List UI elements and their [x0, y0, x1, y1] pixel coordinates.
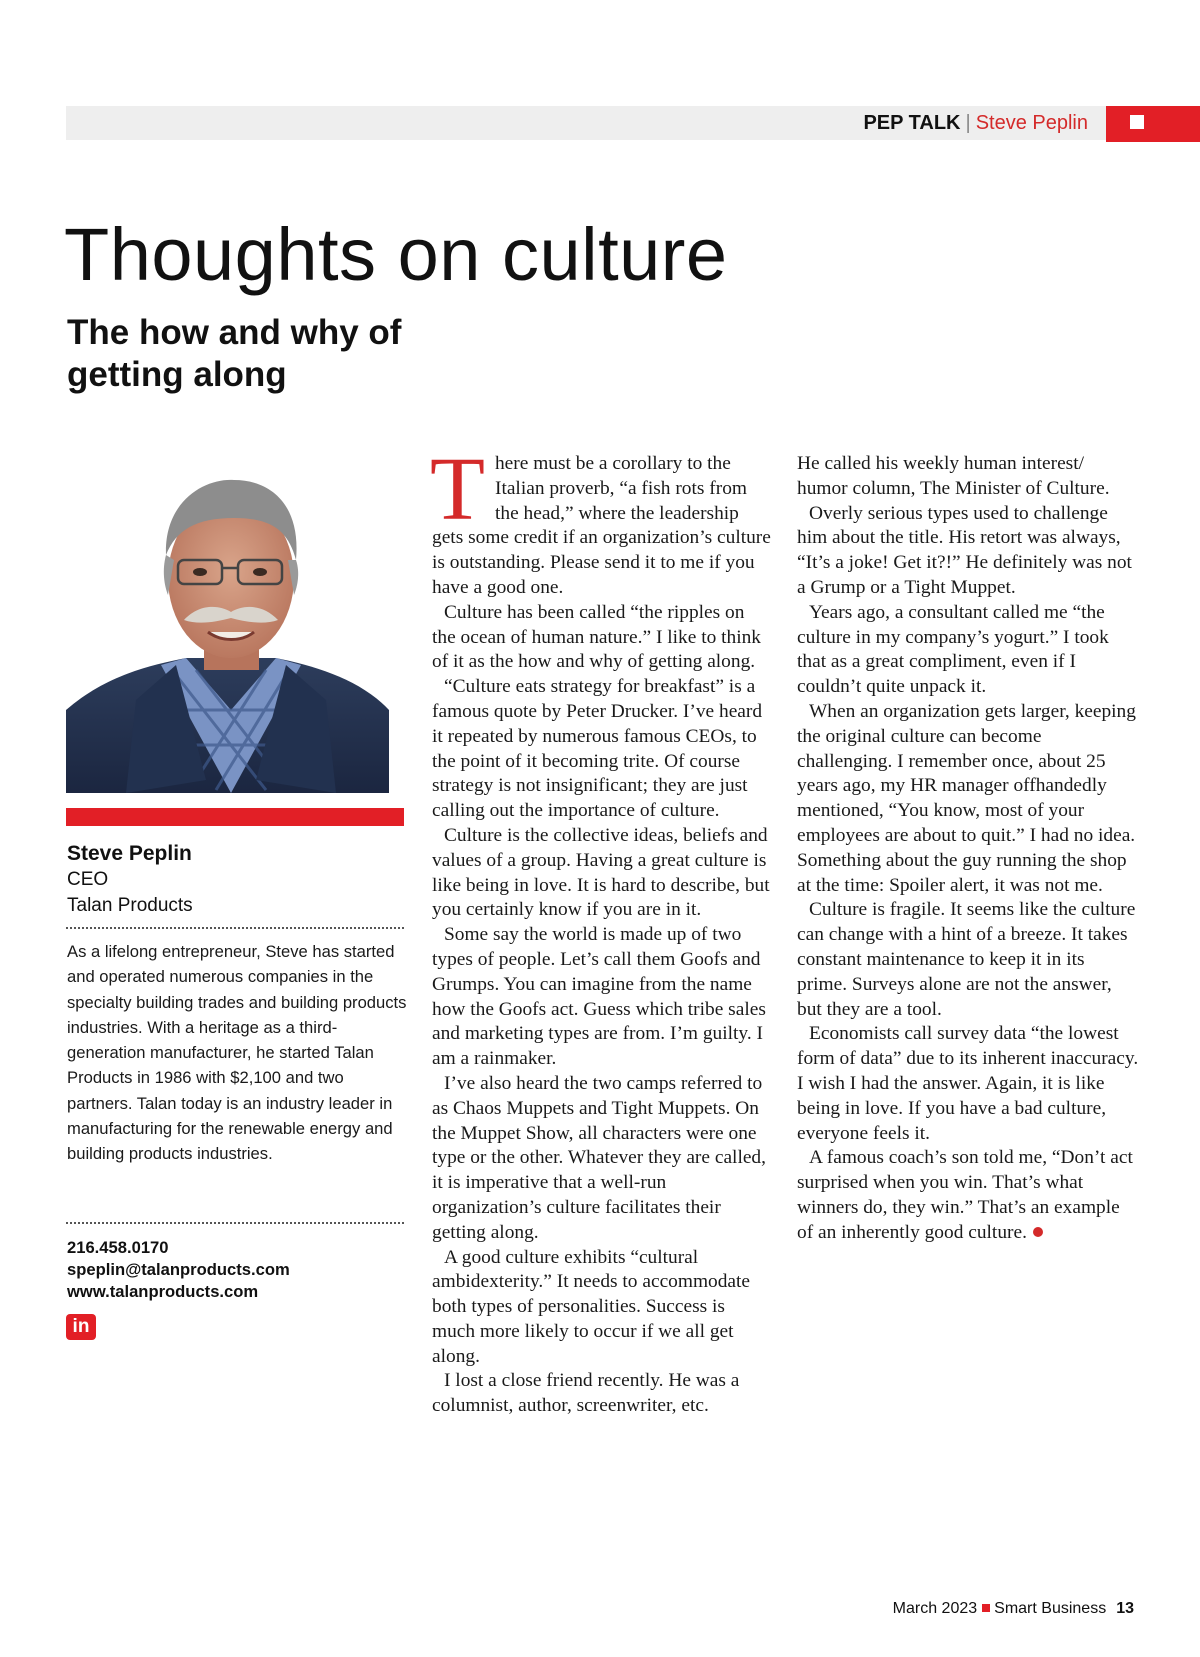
paragraph: He called his weekly human interest/ humor column, The Minister of Culture. [797, 453, 1110, 499]
article-column-1 [430, 440, 772, 1419]
paragraph-final-text: A famous coach’s son told me, “Don’t act surprised when you win. That’s what winners do, they win.” That’s an example of an inherently good culture. [797, 1147, 1133, 1243]
article-title: Thoughts on culture [64, 213, 728, 296]
bio-description: As a lifelong entrepreneur, Steve has started and operated numerous companies in the specialty building trades and building products industries. With a heritage as a third-generation manufacturer, he started Talan Products in 1986 with $2,100 and two partners. Talan today is an industry leader in manufacturing for the renewable energy and building products industries. [67, 942, 407, 1164]
bio-divider-top [66, 927, 404, 929]
bio-company: Talan Products [67, 895, 193, 916]
header-separator: | [965, 112, 971, 134]
paragraph: Some say the world is made up of two types of people. Let’s call them Goofs and Grumps. You can imagine from the name how the Goofs act. Guess which tribe sales and marketing types are from. I’m guilty. I am a rainmaker. [432, 924, 766, 1070]
paragraph: Culture has been called “the ripples on the ocean of human nature.” I like to think of it as the how and why of getting along. [432, 601, 761, 673]
bio-name: Steve Peplin [67, 842, 192, 865]
bio-divider-bottom [66, 1222, 404, 1224]
paragraph: Culture is fragile. It seems like the culture can change with a hint of a breeze. It takes constant maintenance to keep it in its prime. Surveys alone are not the answer, but they are a tool. [797, 899, 1136, 1020]
page-footer [893, 1600, 1134, 1618]
bio-role: CEO [67, 869, 109, 890]
bio-email[interactable]: speplin@talanproducts.com [67, 1260, 290, 1279]
article-column-2 [797, 452, 1139, 1246]
paragraph: I lost a close friend recently. He was a columnist, author, screenwriter, etc. [432, 1370, 740, 1417]
footer-square-icon [982, 1604, 990, 1612]
paragraph: Culture is the collective ideas, beliefs and values of a group. Having a great culture is like being in love. It is hard to describe, but you certainly know if you are in it. [432, 824, 770, 921]
article-subtitle: The how and why of getting along [67, 313, 402, 394]
paragraph: “Culture eats strategy for breakfast” is a famous quote by Peter Drucker. I’ve heard it repeated by numerous famous CEOs, to the point of it becoming trite. Of course strategy is not insignificant; they are just calling out the importance of culture. [432, 676, 763, 822]
page-number: 13 [1116, 1600, 1134, 1617]
header-author: Steve Peplin [975, 112, 1088, 134]
paragraph: here must be a corollary to the Italian proverb, “a fish rots from the head,” where the leadership gets some credit if an organization’s culture is outstanding. Please send it to me if you have a good one. [432, 453, 771, 598]
footer-publication: Smart Business [994, 1600, 1107, 1617]
bio-phone: 216.458.0170 [67, 1238, 169, 1257]
drop-cap: T [430, 440, 485, 539]
paragraph: Years ago, a consultant called me “the culture in my company’s yogurt.” I took that as a great compliment, even if I couldn’t quite unpack it. [797, 601, 1109, 698]
header-accent-block [1106, 106, 1200, 142]
bio-website[interactable]: www.talanproducts.com [67, 1282, 259, 1301]
paragraph: Overly serious types used to challenge him about the title. His retort was always, “It’s a joke! Get it?!” He definitely was not a Grump or a Tight Muppet. [797, 502, 1132, 598]
section-header [863, 106, 1088, 140]
section-label: PEP TALK [863, 112, 961, 134]
end-mark-icon [1033, 1227, 1043, 1237]
paragraph: When an organization gets larger, keeping the original culture can become challenging. I remember once, about 25 years ago, my HR manager offhandedly mentioned, “You know, most of your employees are about to quit.” I had no idea. Something about the guy running the shop at the time: Spoiler alert, it was not me. [797, 700, 1136, 896]
paragraph-final [797, 1146, 1139, 1245]
author-photo [66, 460, 389, 793]
paragraph: A good culture exhibits “cultural ambidexterity.” It needs to accommodate both types of personalities. Success is much more likely to occur if we all get along. [432, 1246, 751, 1367]
square-icon [1130, 115, 1144, 129]
paragraph: I’ve also heard the two camps referred to as Chaos Muppets and Tight Muppets. On the Muppet Show, all characters were one type or the other. Whatever they are called, it is imperative that a well-run organization’s culture facilitates their getting along. [432, 1072, 766, 1243]
linkedin-icon[interactable]: in [66, 1314, 96, 1340]
bio-accent-rule [66, 808, 404, 826]
paragraph: Economists call survey data “the lowest form of data” due to its inherent inaccuracy. I wish I had the answer. Again, it is like being in love. If you have a bad culture, everyone feels it. [797, 1023, 1139, 1144]
footer-date: March 2023 [892, 1600, 978, 1617]
